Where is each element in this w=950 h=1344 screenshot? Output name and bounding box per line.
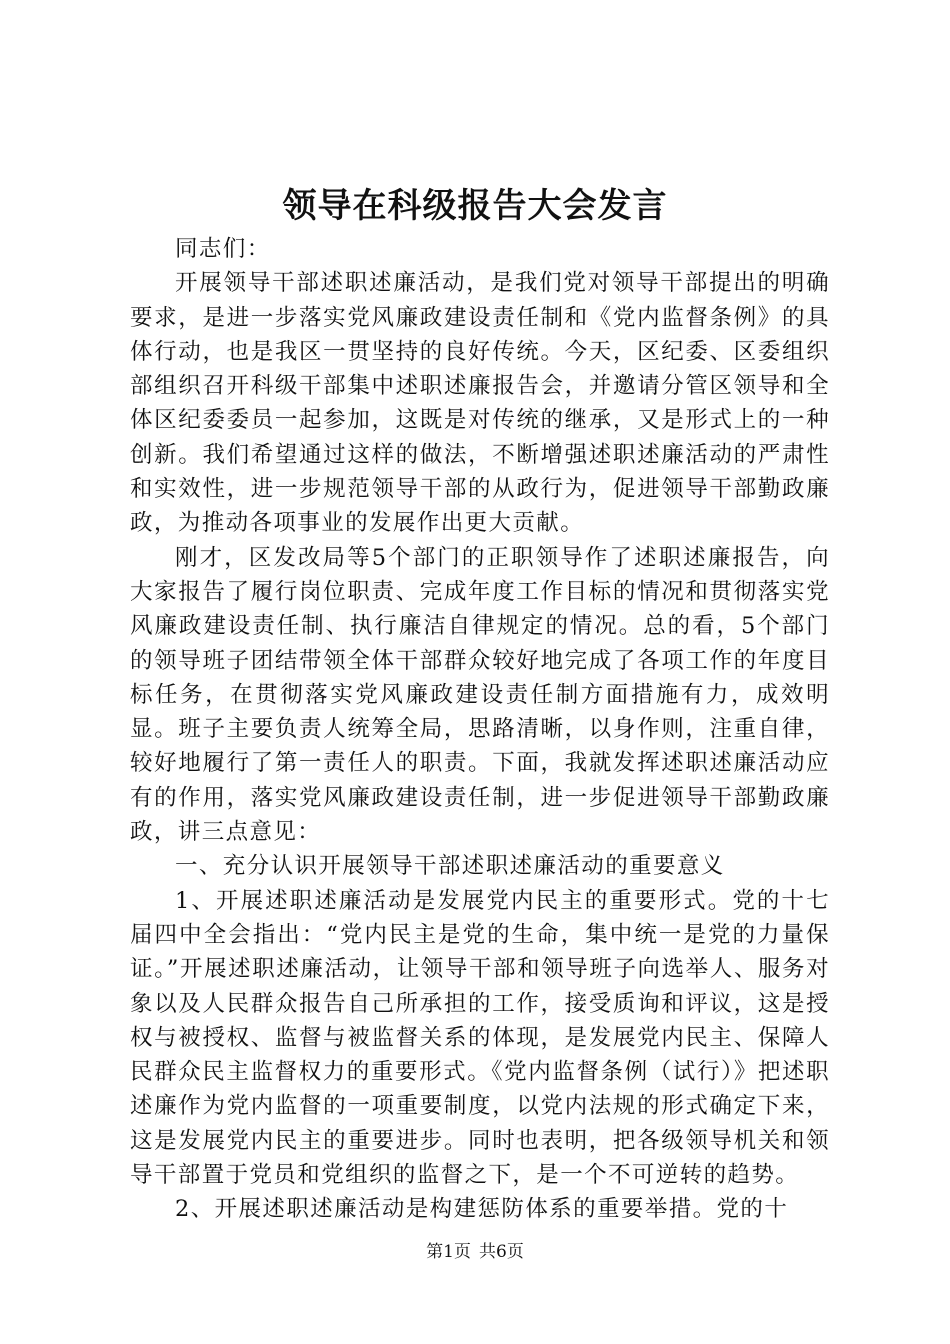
document-title: 领导在科级报告大会发言 [282, 186, 668, 226]
document-body [130, 232, 830, 1227]
paragraph-review: 刚才，区发改局等5个部门的正职领导作了述职述廉报告，向大家报告了履行岗位职责、完成年度工作目标的情况和贯彻落实党风廉政建设责任制、执行廉洁自律规定的情况。总的看，5个部门的领导班子团结带领全体干部群众较好地完成了各项工作的年度目标任务，在贯彻落实党风廉政建设责任制方面措施有力，成效明显。班子主要负责人统筹全局，思路清晰，以身作则，注重自律，较好地履行了第一责任人的职责。下面，我就发挥述职述廉活动应有的作用，落实党风廉政建设责任制，进一步促进领导干部勤政廉政，讲三点意见： [130, 544, 830, 846]
section-heading-1: 一、充分认识开展领导干部述职述廉活动的重要意义 [175, 853, 725, 880]
paragraph-intro: 开展领导干部述职述廉活动，是我们党对领导干部提出的明确要求，是进一步落实党风廉政建设责任制和《党内监督条例》的具体行动，也是我区一贯坚持的良好传统。今天，区纪委、区委组织部组织召开科级干部集中述职述廉报告会，并邀请分管区领导和全体区纪委委员一起参加，这既是对传统的继承，又是形式上的一种创新。我们希望通过这样的做法，不断增强述职述廉活动的严肃性和实效性，进一步规范领导干部的从政行为，促进领导干部勤政廉政，为推动各项事业的发展作出更大贡献。 [130, 270, 830, 537]
paragraph-point-1: 1、开展述职述廉活动是发展党内民主的重要形式。党的十七届四中全会指出：“党内民主是党的生命，集中统一是党的力量保证。”开展述职述廉活动，让领导干部和领导班子向选举人、服务对象以及人民群众报告自己所承担的工作，接受质询和评议，这是授权与被授权、监督与被监督关系的体现，是发展党内民主、保障人民群众民主监督权力的重要形式。《党内监督条例（试行）》把述职述廉作为党内监督的一项重要制度，以党内法规的形式确定下来，这是发展党内民主的重要进步。同时也表明，把各级领导机关和领导干部置于党员和党组织的监督之下，是一个不可逆转的趋势。 [130, 887, 830, 1189]
salutation: 同志们： [175, 236, 271, 262]
page-total: 共6页 [479, 1242, 524, 1262]
paragraph-point-2: 2、开展述职述廉活动是构建惩防体系的重要举措。党的十 [175, 1196, 789, 1223]
page-number: 第1页 [426, 1242, 471, 1262]
page-footer [0, 1240, 950, 1264]
